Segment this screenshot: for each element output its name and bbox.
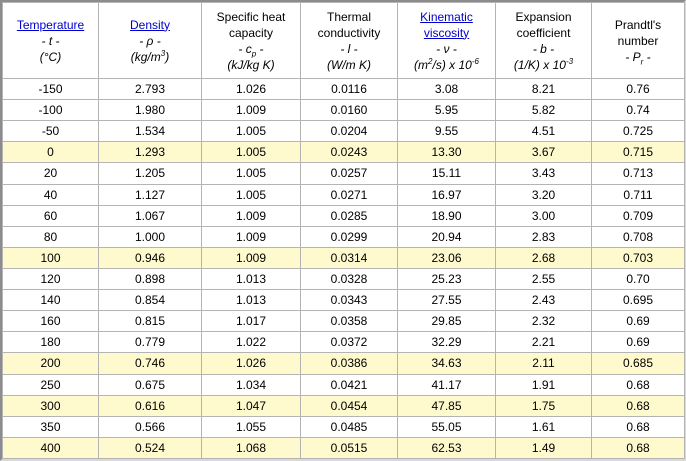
cell-kinematic-viscosity: 62.53: [398, 437, 496, 458]
table-row: [3, 437, 685, 458]
table-row: [3, 121, 685, 142]
cell-expansion-coefficient: 2.21: [496, 332, 592, 353]
cell-density: 1.067: [99, 205, 202, 226]
cell-specific-heat: 1.005: [202, 121, 301, 142]
cell-specific-heat: 1.009: [202, 205, 301, 226]
cell-thermal-conductivity: 0.0243: [301, 142, 398, 163]
cell-density: 0.524: [99, 437, 202, 458]
header-specific-heat: [202, 3, 301, 79]
cell-prandtl-number: 0.703: [592, 247, 685, 268]
cell-thermal-conductivity: 0.0271: [301, 184, 398, 205]
cell-temperature: -50: [3, 121, 99, 142]
cell-expansion-coefficient: 3.43: [496, 163, 592, 184]
cell-density: 0.946: [99, 247, 202, 268]
cell-thermal-conductivity: 0.0421: [301, 374, 398, 395]
cell-temperature: 180: [3, 332, 99, 353]
cell-density: 1.127: [99, 184, 202, 205]
cell-kinematic-viscosity: 16.97: [398, 184, 496, 205]
cell-prandtl-number: 0.715: [592, 142, 685, 163]
cell-kinematic-viscosity: 29.85: [398, 311, 496, 332]
cell-expansion-coefficient: 8.21: [496, 79, 592, 100]
cell-thermal-conductivity: 0.0485: [301, 416, 398, 437]
expansion-symbol: - b -: [532, 41, 555, 56]
table-row: [3, 100, 685, 121]
cell-kinematic-viscosity: 20.94: [398, 226, 496, 247]
table-row: [3, 332, 685, 353]
cell-density: 1.293: [99, 142, 202, 163]
cell-prandtl-number: 0.68: [592, 395, 685, 416]
cell-expansion-coefficient: 5.82: [496, 100, 592, 121]
cell-kinematic-viscosity: 55.05: [398, 416, 496, 437]
temperature-unit: (°C): [39, 49, 62, 64]
cell-prandtl-number: 0.70: [592, 268, 685, 289]
cell-expansion-coefficient: 2.68: [496, 247, 592, 268]
cell-kinematic-viscosity: 41.17: [398, 374, 496, 395]
kinematic-viscosity-symbol: - ν -: [436, 41, 457, 56]
cell-temperature: 140: [3, 290, 99, 311]
cell-thermal-conductivity: 0.0328: [301, 268, 398, 289]
cell-specific-heat: 1.009: [202, 226, 301, 247]
cell-prandtl-number: 0.74: [592, 100, 685, 121]
table-row: [3, 163, 685, 184]
cell-expansion-coefficient: 2.55: [496, 268, 592, 289]
cell-density: 0.616: [99, 395, 202, 416]
cell-thermal-conductivity: 0.0116: [301, 79, 398, 100]
specific-heat-label-1: Specific heat: [216, 9, 286, 24]
cell-density: 0.854: [99, 290, 202, 311]
table-row: [3, 290, 685, 311]
cell-thermal-conductivity: 0.0204: [301, 121, 398, 142]
cell-kinematic-viscosity: 34.63: [398, 353, 496, 374]
cell-density: 1.205: [99, 163, 202, 184]
table-row: [3, 79, 685, 100]
cell-temperature: 120: [3, 268, 99, 289]
cell-specific-heat: 1.017: [202, 311, 301, 332]
cell-thermal-conductivity: 0.0160: [301, 100, 398, 121]
prandtl-symbol: - $P_r$ -: [625, 49, 651, 66]
cell-temperature: 300: [3, 395, 99, 416]
cell-specific-heat: 1.013: [202, 268, 301, 289]
header-temperature: [3, 3, 99, 79]
header-density: [99, 3, 202, 79]
cell-density: 1.000: [99, 226, 202, 247]
cell-thermal-conductivity: 0.0515: [301, 437, 398, 458]
cell-prandtl-number: 0.69: [592, 311, 685, 332]
header-thermal-conductivity: [301, 3, 398, 79]
temperature-symbol: - t -: [41, 33, 60, 48]
cell-thermal-conductivity: 0.0372: [301, 332, 398, 353]
cell-prandtl-number: 0.69: [592, 332, 685, 353]
table-row: [3, 395, 685, 416]
cell-specific-heat: 1.013: [202, 290, 301, 311]
cell-density: 0.566: [99, 416, 202, 437]
table-row: [3, 353, 685, 374]
cell-kinematic-viscosity: 25.23: [398, 268, 496, 289]
cell-specific-heat: 1.005: [202, 184, 301, 205]
table-row: [3, 311, 685, 332]
header-expansion-coefficient: [496, 3, 592, 79]
expansion-unit: (1/K) x $10^{-3}$: [513, 56, 574, 72]
table-row: [3, 226, 685, 247]
cell-prandtl-number: 0.695: [592, 290, 685, 311]
cell-kinematic-viscosity: 5.95: [398, 100, 496, 121]
cell-expansion-coefficient: 1.49: [496, 437, 592, 458]
cell-prandtl-number: 0.711: [592, 184, 685, 205]
cell-specific-heat: 1.055: [202, 416, 301, 437]
specific-heat-label-2: capacity: [228, 25, 274, 40]
thermal-conductivity-label-2: conductivity: [317, 25, 381, 40]
cell-prandtl-number: 0.68: [592, 437, 685, 458]
cell-prandtl-number: 0.685: [592, 353, 685, 374]
cell-kinematic-viscosity: 47.85: [398, 395, 496, 416]
header-kinematic-viscosity: [398, 3, 496, 79]
cell-density: 1.980: [99, 100, 202, 121]
cell-density: 0.675: [99, 374, 202, 395]
cell-thermal-conductivity: 0.0299: [301, 226, 398, 247]
cell-temperature: 250: [3, 374, 99, 395]
cell-prandtl-number: 0.68: [592, 416, 685, 437]
cell-density: 0.779: [99, 332, 202, 353]
cell-kinematic-viscosity: 3.08: [398, 79, 496, 100]
cell-kinematic-viscosity: 23.06: [398, 247, 496, 268]
cell-temperature: 160: [3, 311, 99, 332]
cell-thermal-conductivity: 0.0343: [301, 290, 398, 311]
table-row: [3, 374, 685, 395]
cell-specific-heat: 1.047: [202, 395, 301, 416]
cell-prandtl-number: 0.725: [592, 121, 685, 142]
cell-kinematic-viscosity: 27.55: [398, 290, 496, 311]
table-row: [3, 416, 685, 437]
expansion-label-2: coefficient: [516, 25, 571, 40]
prandtl-label-2: number: [617, 33, 659, 48]
cell-temperature: 200: [3, 353, 99, 374]
cell-density: 2.793: [99, 79, 202, 100]
cell-thermal-conductivity: 0.0314: [301, 247, 398, 268]
cell-density: 0.898: [99, 268, 202, 289]
cell-temperature: -150: [3, 79, 99, 100]
cell-expansion-coefficient: 2.83: [496, 226, 592, 247]
cell-density: 1.534: [99, 121, 202, 142]
density-symbol: - ρ -: [139, 33, 161, 48]
cell-specific-heat: 1.005: [202, 142, 301, 163]
air-properties-table: [2, 2, 685, 459]
temperature-link[interactable]: Temperature: [16, 17, 85, 32]
kinematic-link-1[interactable]: Kinematic: [420, 9, 473, 24]
table-row: [3, 184, 685, 205]
cell-temperature: 40: [3, 184, 99, 205]
cell-expansion-coefficient: 1.75: [496, 395, 592, 416]
thermal-conductivity-label-1: Thermal: [326, 9, 371, 24]
thermal-conductivity-unit: (W/m K): [327, 57, 371, 72]
cell-kinematic-viscosity: 13.30: [398, 142, 496, 163]
cell-expansion-coefficient: 3.00: [496, 205, 592, 226]
cell-specific-heat: 1.068: [202, 437, 301, 458]
density-unit: $(kg/m^3)$: [130, 48, 170, 64]
cell-expansion-coefficient: 2.43: [496, 290, 592, 311]
cell-density: 0.746: [99, 353, 202, 374]
cell-specific-heat: 1.026: [202, 353, 301, 374]
cell-kinematic-viscosity: 18.90: [398, 205, 496, 226]
cell-temperature: 400: [3, 437, 99, 458]
cell-thermal-conductivity: 0.0386: [301, 353, 398, 374]
thermal-conductivity-symbol: - l -: [340, 41, 358, 56]
cell-specific-heat: 1.022: [202, 332, 301, 353]
table-body: [3, 79, 685, 459]
cell-expansion-coefficient: 1.61: [496, 416, 592, 437]
cell-specific-heat: 1.009: [202, 247, 301, 268]
cell-specific-heat: 1.005: [202, 163, 301, 184]
table-row: [3, 142, 685, 163]
cell-expansion-coefficient: 2.32: [496, 311, 592, 332]
cell-temperature: 20: [3, 163, 99, 184]
cell-thermal-conductivity: 0.0454: [301, 395, 398, 416]
cell-specific-heat: 1.026: [202, 79, 301, 100]
cell-expansion-coefficient: 4.51: [496, 121, 592, 142]
table-row: [3, 205, 685, 226]
specific-heat-unit: (kJ/kg K): [227, 57, 275, 72]
cell-expansion-coefficient: 1.91: [496, 374, 592, 395]
specific-heat-symbol: - $c_p$ -: [238, 41, 264, 58]
cell-temperature: 80: [3, 226, 99, 247]
cell-prandtl-number: 0.68: [592, 374, 685, 395]
cell-density: 0.815: [99, 311, 202, 332]
kinematic-viscosity-unit: $(m^2/s)$ x $10^{-6}$: [414, 56, 479, 72]
cell-thermal-conductivity: 0.0285: [301, 205, 398, 226]
expansion-label-1: Expansion: [515, 9, 572, 24]
cell-temperature: 60: [3, 205, 99, 226]
cell-temperature: 0: [3, 142, 99, 163]
cell-specific-heat: 1.034: [202, 374, 301, 395]
cell-specific-heat: 1.009: [202, 100, 301, 121]
cell-temperature: 350: [3, 416, 99, 437]
table-row: [3, 268, 685, 289]
kinematic-link-2[interactable]: viscosity: [423, 25, 470, 40]
cell-prandtl-number: 0.713: [592, 163, 685, 184]
cell-expansion-coefficient: 3.67: [496, 142, 592, 163]
cell-kinematic-viscosity: 32.29: [398, 332, 496, 353]
cell-thermal-conductivity: 0.0358: [301, 311, 398, 332]
cell-temperature: 100: [3, 247, 99, 268]
cell-prandtl-number: 0.709: [592, 205, 685, 226]
cell-kinematic-viscosity: 15.11: [398, 163, 496, 184]
header-row: [3, 3, 685, 79]
cell-prandtl-number: 0.76: [592, 79, 685, 100]
cell-kinematic-viscosity: 9.55: [398, 121, 496, 142]
header-prandtl-number: [592, 3, 685, 79]
prandtl-label-1: Prandtl's: [614, 17, 662, 32]
cell-expansion-coefficient: 2.11: [496, 353, 592, 374]
cell-temperature: -100: [3, 100, 99, 121]
cell-expansion-coefficient: 3.20: [496, 184, 592, 205]
cell-thermal-conductivity: 0.0257: [301, 163, 398, 184]
table-row: [3, 247, 685, 268]
cell-prandtl-number: 0.708: [592, 226, 685, 247]
density-link[interactable]: Density: [129, 17, 170, 32]
